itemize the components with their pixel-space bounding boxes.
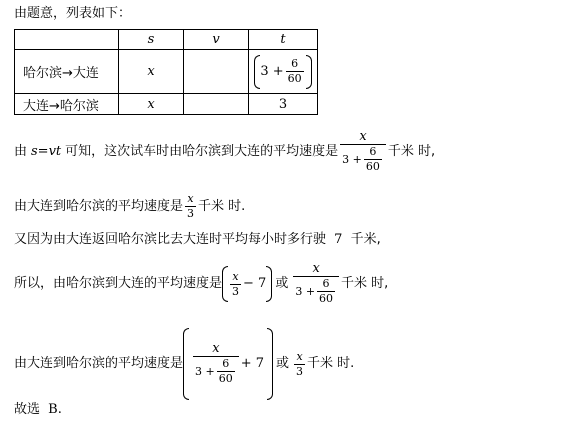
- speed-line-4: 所以，由哈尔滨到大连的平均速度是 $\frac{x}{3}$ − 7 或 x 3 + $\frac{6}{60}$ 千米 时,: [14, 261, 389, 305]
- fraction: $\frac{x}{3}$: [296, 349, 304, 378]
- row-s-value: x: [119, 50, 184, 94]
- table-row: [15, 94, 318, 115]
- fraction: $\frac{x}{3}$: [187, 192, 195, 220]
- row-s-value: x: [119, 94, 184, 115]
- header-v: v: [184, 30, 249, 50]
- speed-line-2: 由大连到哈尔滨的平均速度是 $\frac{x}{3}$ 千米 时.: [14, 192, 246, 220]
- row-label: 大连→哈尔滨: [15, 94, 119, 115]
- row-t-value: 3: [249, 94, 318, 115]
- intro-text: 由题意，列表如下：: [14, 6, 132, 21]
- table-row: [15, 50, 318, 94]
- answer-line: 故选 B.: [14, 402, 62, 417]
- table-header-row: [15, 30, 318, 50]
- row-label: 哈尔滨→大连: [15, 50, 119, 94]
- speed-line-5: 由大连到哈尔滨的平均速度是 x 3 + $\frac{6}{60}$ + 7 或 $\frac{x}{3}$ 千米 时.: [14, 328, 354, 400]
- paren-expression: $\frac{x}{3}$ − 7: [222, 266, 272, 302]
- header-t: t: [249, 30, 318, 50]
- fraction: x 3 + $\frac{6}{60}$: [293, 262, 339, 306]
- row-v-value: [184, 50, 249, 94]
- row-v-value: [184, 94, 249, 115]
- table-corner-cell: [15, 30, 119, 50]
- header-s: s: [119, 30, 184, 50]
- speed-line-3: 又因为由大连返回哈尔滨比去大连时平均每小时多行驶 7 千米,: [14, 232, 381, 247]
- row-t-value: 3 + $\frac{6}{60}$: [249, 50, 318, 94]
- fraction: x 3 + $\frac{6}{60}$: [340, 130, 386, 174]
- speed-line-1: 由 s=vt 可知，这次试车时由哈尔滨到大连的平均速度是 x 3 + $\frac{6}{60}$ 千米 时,: [14, 129, 436, 173]
- paren-expression: x 3 + $\frac{6}{60}$ + 7: [183, 328, 273, 400]
- data-table: [14, 29, 318, 115]
